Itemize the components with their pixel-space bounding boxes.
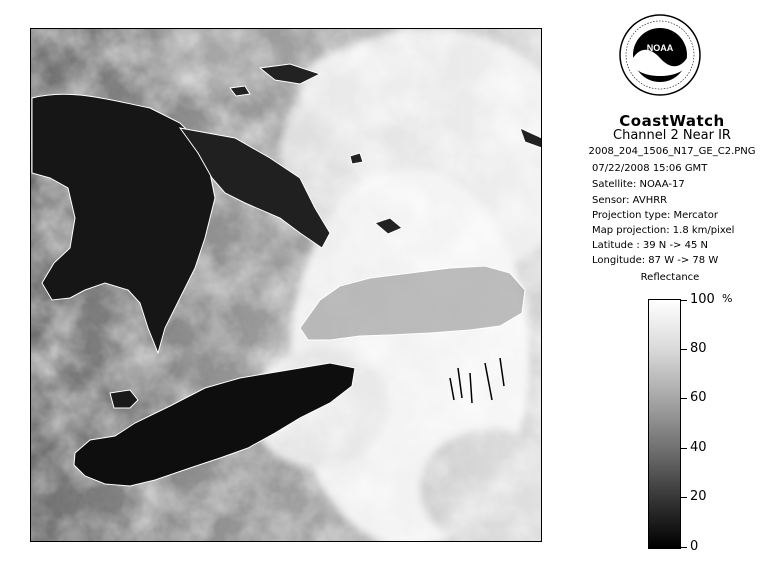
noaa-logo <box>619 14 701 96</box>
noaa-logo-text: NOAA <box>646 43 674 53</box>
meta-longitude: Longitude: 87 W -> 78 W <box>592 255 719 266</box>
channel-title: Channel 2 Near IR <box>613 128 731 143</box>
colorbar-tick <box>681 448 687 449</box>
app-title: CoastWatch <box>619 112 725 130</box>
colorbar-tick-label: 20 <box>690 489 707 504</box>
colorbar-tick-label: 60 <box>690 390 707 405</box>
colorbar-tick <box>681 349 687 350</box>
satellite-image <box>30 28 542 542</box>
colorbar-tick-label: 80 <box>690 341 707 356</box>
colorbar-tick-label: 100 <box>690 292 715 307</box>
colorbar-tick-label: 40 <box>690 440 707 455</box>
colorbar-tick <box>681 398 687 399</box>
colorbar <box>648 299 681 549</box>
meta-map-projection: Map projection: 1.8 km/pixel <box>592 225 735 236</box>
meta-datetime: 07/22/2008 15:06 GMT <box>592 163 708 174</box>
colorbar-tick-label: 0 <box>690 539 699 554</box>
colorbar-tick <box>681 497 687 498</box>
colorbar-tick <box>681 547 687 548</box>
meta-sensor: Sensor: AVHRR <box>592 195 668 206</box>
colorbar-tick <box>681 300 687 301</box>
meta-projection-type: Projection type: Mercator <box>592 210 718 221</box>
meta-latitude: Latitude : 39 N -> 45 N <box>592 240 708 251</box>
filename: 2008_204_1506_N17_GE_C2.PNG <box>588 146 756 157</box>
colorbar-label: Reflectance <box>640 272 700 283</box>
colorbar-unit: % <box>722 292 733 305</box>
meta-satellite: Satellite: NOAA-17 <box>592 179 685 190</box>
